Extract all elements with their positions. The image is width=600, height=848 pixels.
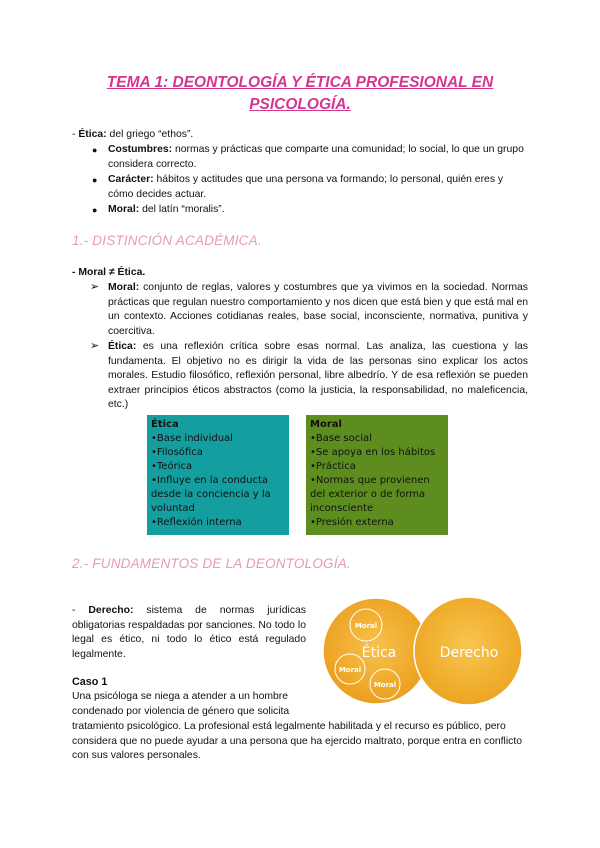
table-column-etica: [147, 415, 289, 535]
section1-item-etica: [108, 340, 528, 413]
table-item: •Normas que provienen del exterior o de forma inconsciente: [310, 475, 430, 514]
table-item: •Base social: [310, 433, 372, 444]
etica-label: Ética: [361, 645, 397, 661]
venn-diagram: [316, 587, 528, 707]
item-term: Moral:: [108, 282, 140, 293]
table-item: •Reflexión interna: [151, 517, 242, 528]
bullet-dot-icon: ●: [92, 205, 98, 215]
intro-bullet-moral: [108, 203, 528, 218]
table-item: •Teórica: [151, 461, 193, 472]
bullet-text: del latín “moralis”.: [139, 204, 225, 215]
table-item: •Influye en la conducta desde la conciencia y la voluntad: [151, 475, 271, 514]
section2-heading: 2.- FUNDAMENTOS DE LA DEONTOLOGÍA.: [72, 556, 351, 571]
intro-lead-term: Ética:: [78, 129, 107, 140]
section1-lead: - Moral ≠ Ética.: [72, 267, 146, 278]
section1-heading: 1.- DISTINCIÓN ACADÉMICA.: [72, 233, 262, 248]
derecho-prefix: -: [72, 605, 89, 616]
caso-text-2: tratamiento psicológico. La profesional está legalmente habilitada y el recurso es público, pero considera que no puede ayudar a una persona que ha ejercido maltrato, porque entra en conflicto con sus valores personales.: [72, 721, 522, 762]
bullet-term: Moral:: [108, 204, 140, 215]
arrow-bullet-icon: ➢: [90, 340, 100, 352]
venn-svg: [316, 587, 528, 707]
intro-bullet-caracter: [108, 173, 528, 202]
bullet-term: Carácter:: [108, 174, 154, 185]
bullet-dot-icon: ●: [92, 145, 98, 155]
comparison-table: [147, 415, 453, 535]
page-title: TEMA 1: DEONTOLOGÍA Y ÉTICA PROFESIONAL EN PSICOLOGÍA.: [106, 74, 494, 113]
table-item: •Se apoya en los hábitos: [310, 447, 436, 458]
item-text: conjunto de reglas, valores y costumbres que ya vivimos en la sociedad. Normas prácticas que regulan nuestro comportamiento y nos dicen que está bien y que está mal en un contexto. Acciones cotidianas reales, base social, inconsciente, normativa, punitiva y coercitiva.: [108, 282, 528, 337]
bullet-term: Costumbres:: [108, 144, 173, 155]
intro-bullet-costumbres: [108, 143, 528, 172]
derecho-label: Derecho: [439, 645, 499, 661]
item-term: Ética:: [108, 341, 137, 352]
caso-title: Caso 1: [72, 676, 108, 688]
intro-lead-text: del griego “ethos”.: [106, 129, 194, 140]
table-item: •Presión externa: [310, 517, 394, 528]
table-column-moral: [306, 415, 448, 535]
intro-lead: [72, 128, 532, 143]
derecho-text: sistema de normas jurídicas obligatorias respaldadas por sanciones. No todo lo legal es ético, ni todo lo ético está regulado legalmente.: [72, 605, 306, 660]
moral-label-bottom: Moral: [373, 681, 397, 689]
table-column-head: Ética: [151, 419, 179, 430]
bullet-dot-icon: ●: [92, 175, 98, 185]
bullet-text: normas y prácticas que comparte una comunidad; lo social, lo que un grupo considera correcto.: [108, 144, 524, 170]
table-item: •Práctica: [310, 461, 356, 472]
derecho-term: Derecho:: [88, 605, 134, 616]
moral-label-left: Moral: [338, 666, 362, 674]
table-column-head: Moral: [310, 419, 342, 430]
caso-text-1: Una psicóloga se niega a atender a un hombre condenado por violencia de género que solicita: [72, 691, 290, 717]
derecho-paragraph: [72, 604, 306, 662]
section1-item-moral: [108, 281, 528, 339]
moral-label-top: Moral: [354, 622, 378, 630]
item-text: es una reflexión crítica sobre esas normal. Las analiza, las cuestiona y las fundamenta. El objetivo no es dirigir la vida de las personas sino explicar los actos morales. Estudio filosófico, reflexión personal, libre albedrío. Y de esa reflexión se pueden extraer principios éticos abstractos (como la justicia, la responsabilidad, no maleficencia, etc.): [108, 341, 528, 411]
intro-lead-prefix: -: [72, 129, 79, 140]
bullet-text: hábitos y actitudes que una persona va formando; lo personal, quién eres y cómo decides actuar.: [108, 174, 504, 200]
table-item: •Base individual: [151, 433, 233, 444]
arrow-bullet-icon: ➢: [90, 281, 100, 293]
table-item: •Filosófica: [151, 447, 203, 458]
